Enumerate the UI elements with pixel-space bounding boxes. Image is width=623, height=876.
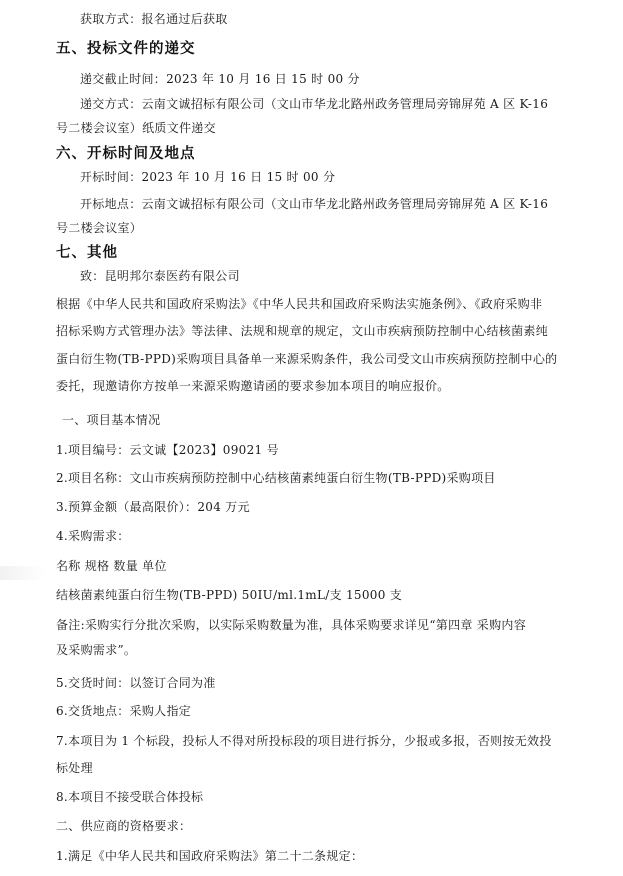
text-line: 2.项目名称：文山市疾病预防控制中心结核菌素纯蛋白衍生物(TB-PPD)采购项目 [56,471,496,485]
text-line: 递交截止时间：2023 年 10 月 16 日 15 时 00 分 [80,72,360,86]
text-line: 6.交货地点：采购人指定 [56,704,192,718]
text-line: 7.本项目为 1 个标段，投标人不得对所投标段的项目进行拆分，少报或多报，否则按无效投 [56,734,552,748]
text-line: 开标地点：云南文诚招标有限公司（文山市华龙北路州政务管理局旁锦屏苑 A 区 K-16 [80,197,549,211]
text-line: 招标采购方式管理办法》等法律、法规和规章的规定，文山市疾病预防控制中心结核菌素纯 [56,324,549,338]
text-line: 号二楼会议室）纸质文件递交 [56,121,216,135]
text-line: 5.交货时间：以签订合同为准 [56,676,216,690]
text-line: 委托，现邀请你方按单一来源采购邀请函的要求参加本项目的响应报价。 [56,379,450,393]
text-line: 标处理 [56,761,93,775]
text-line: 根据《中华人民共和国政府采购法》《中华人民共和国政府采购法实施条例》、《政府采购非 [56,297,543,311]
text-line: 1.项目编号：云文诚【2023】09021 号 [56,443,279,457]
text-line: 8.本项目不接受联合体投标 [56,790,204,804]
text-line: 4.采购需求： [56,529,130,543]
section-heading: 七、其他 [56,245,118,261]
text-line: 3.预算金额（最高限价）：204 万元 [56,500,250,514]
section-heading: 五、投标文件的递交 [56,41,196,57]
text-line: 一、项目基本情况 [62,413,161,427]
scan-smudge [0,566,46,580]
text-line: 结核菌素纯蛋白衍生物(TB-PPD) 50IU/ml.1mL/支 15000 支 [56,588,403,602]
text-line: 开标时间：2023 年 10 月 16 日 15 时 00 分 [80,170,336,184]
text-line: 蛋白衍生物(TB-PPD)采购项目具备单一来源采购条件，我公司受文山市疾病预防控制中心的 [56,352,558,366]
text-line: 1.满足《中华人民共和国政府采购法》第二十二条规定： [56,849,364,863]
text-line: 二、供应商的资格要求： [56,819,192,833]
text-line: 及采购需求”。 [56,643,137,657]
text-line: 号二楼会议室） [56,221,143,235]
text-line: 名称 规格 数量 单位 [56,559,167,573]
text-line: 递交方式：云南文诚招标有限公司（文山市华龙北路州政务管理局旁锦屏苑 A 区 K-16 [80,97,549,111]
text-line: 致：昆明邦尔泰医药有限公司 [80,269,240,283]
section-heading: 六、开标时间及地点 [56,146,196,162]
text-line: 备注:采购实行分批次采购，以实际采购数量为准，具体采购要求详见“第四章 采购内容 [56,618,526,632]
text-line: 获取方式：报名通过后获取 [80,12,228,26]
